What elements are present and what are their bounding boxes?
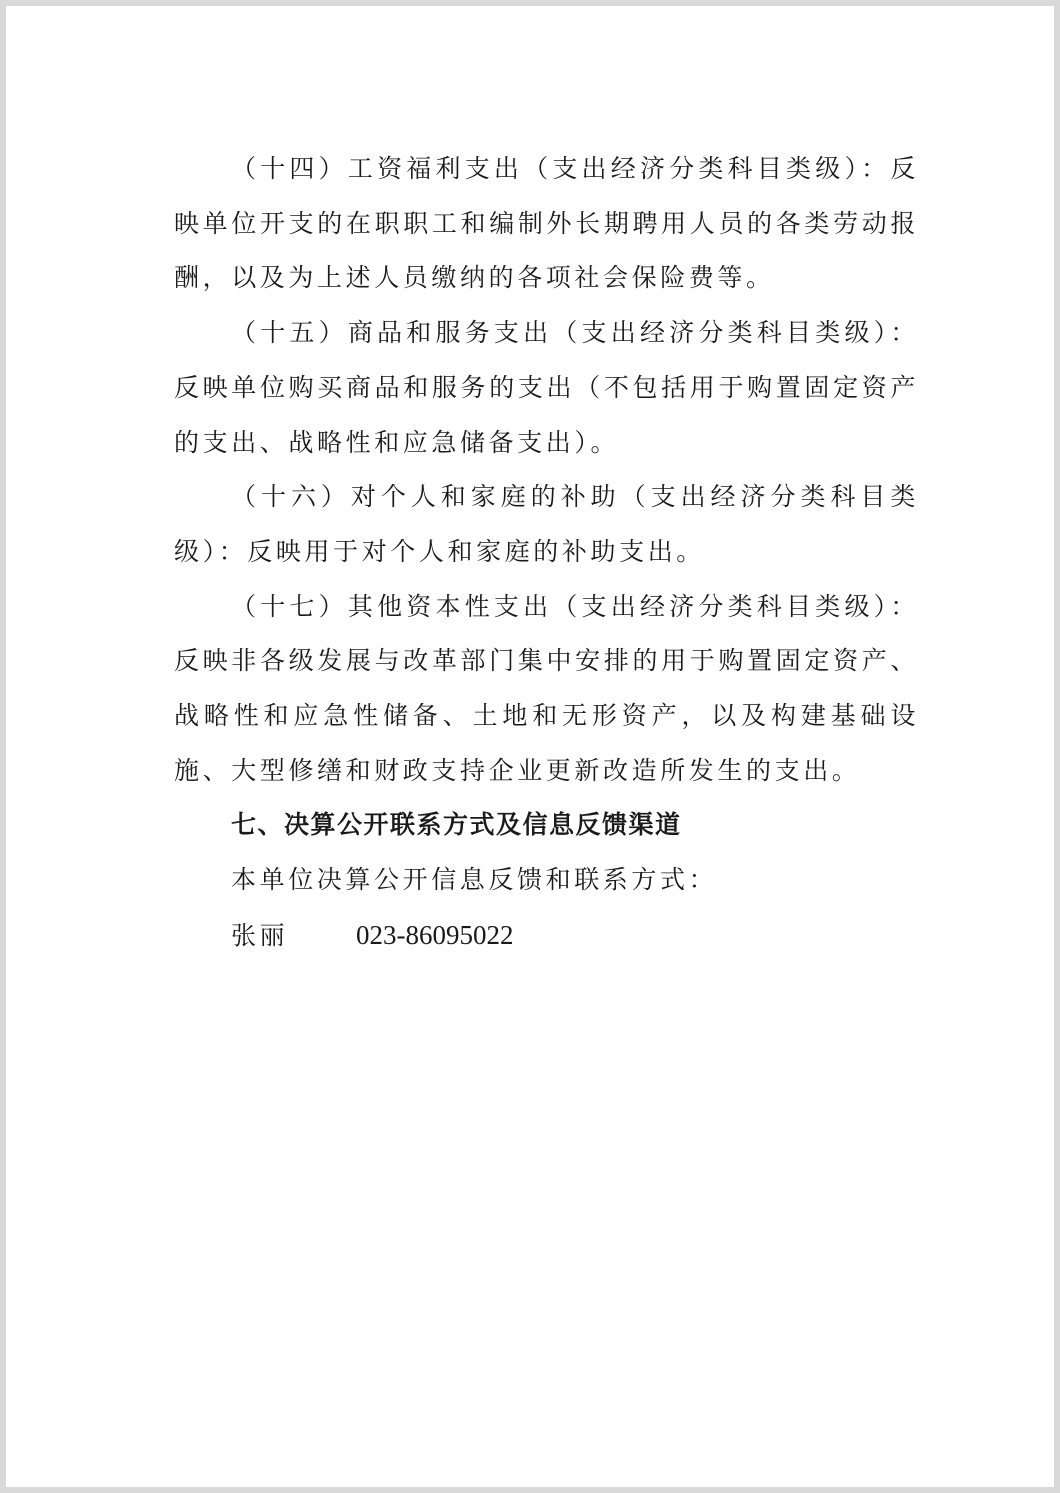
document-body [174,142,919,964]
paragraph-goods-services: （十五）商品和服务支出（支出经济分类科目类级）：反映单位购买商品和服务的支出（不包括用于购置固定资产的支出、战略性和应急储备支出）。 [174,318,919,457]
paragraph-wage-welfare: （十四）工资福利支出（支出经济分类科目类级）：反映单位开支的在职职工和编制外长期聘用人员的各类劳动报酬，以及为上述人员缴纳的各项社会保险费等。 [174,154,919,293]
paragraph-other-capital: （十七）其他资本性支出（支出经济分类科目类级）：反映非各级发展与改革部门集中安排的用于购置固定资产、战略性和应急性储备、土地和无形资产，以及构建基础设施、大型修缮和财政支持企业更新改造所发生的支出。 [174,591,919,785]
contact-intro: 本单位决算公开信息反馈和联系方式： [231,865,718,895]
section-heading: 七、决算公开联系方式及信息反馈渠道 [231,810,682,840]
contact-name: 张丽 [231,920,289,950]
contact-phone: 023-86095022 [356,919,514,950]
contact-line [174,908,919,964]
paragraph-household-subsidy: （十六）对个人和家庭的补助（支出经济分类科目类级）：反映用于对个人和家庭的补助支出。 [174,482,919,566]
